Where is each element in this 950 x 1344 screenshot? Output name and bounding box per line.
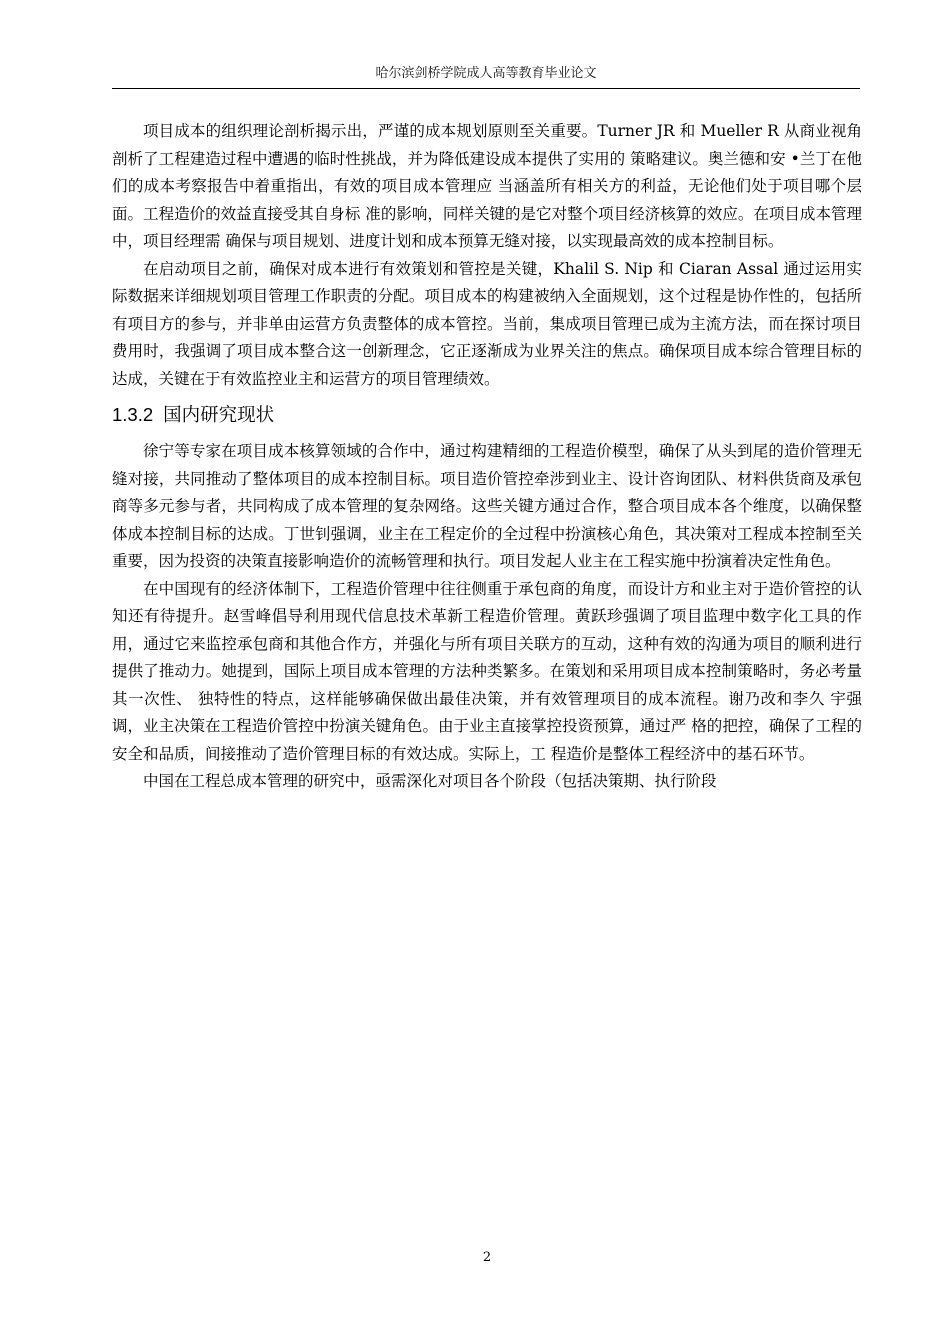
paragraph-intro-cost-theory: 项目成本的组织理论剖析揭示出，严谨的成本规划原则至关重要。Turner JR 和 Mueller R 从商业视角剖析了工程建造过程中遭遇的临时性挑战，并为降低建设成本提供了实用的 策略建议。奥兰德和安 •兰丁在他们的成本考察报告中着重指出，有效的项目成本管理应 当涵盖所有相关方的利益，无论他们处于项目哪个层面。工程造价的效益直接受其自身标 准的影响，同样关键的是它对整个项目经济核算的效应。在项目成本管理中，项目经理需 确保与项目规划、进度计划和成本预算无缝对接，以实现最高效的成本控制目标。 bbox=[112, 122, 862, 250]
section-title: 国内研究现状 bbox=[163, 405, 275, 426]
section-number: 1.3.2 bbox=[112, 404, 154, 425]
section-heading bbox=[112, 399, 862, 432]
paragraph-china-research: 中国在工程总成本管理的研究中，亟需深化对项目各个阶段（包括决策期、执行阶段 bbox=[143, 772, 717, 790]
running-header: 哈尔滨剑桥学院成人高等教育毕业论文 bbox=[375, 66, 597, 81]
header-divider bbox=[112, 88, 860, 89]
paragraph-cost-planning: 在启动项目之前，确保对成本进行有效策划和管控是关键，Khalil S. Nip 和 Ciaran Assal 通过运用实际数据来详细规划项目管理工作职责的分配。项目成本的构建被纳入全面规划，这个过程是协作性的，包括所有项目方的参与，并非单由运营方负责整体的成本管控。当前，集成项目管理已成为主流方法，而在探讨项目费用时，我强调了项目成本整合这一创新理念，它正逐渐成为业界关注的焦点。确保项目成本综合管理目标的达成，关键在于有效监控业主和运营方的项目管理绩效。 bbox=[112, 259, 862, 388]
paragraph-economic-system: 在中国现有的经济体制下，工程造价管理中往往侧重于承包商的角度，而设计方和业主对于造价管控的认知还有待提升。赵雪峰倡导利用现代信息技术革新工程造价管理。黄跃珍强调了项目监理中数字化工具的作用，通过它来监控承包商和其他合作方，并强化与所有项目关联方的互动，这种有效的沟通为项目的顺利进行提供了推动力。她提到，国际上项目成本管理的方法种类繁多。在策划和采用项目成本控制策略时，务必考量其一次性、 独特性的特点，这样能够确保做出最佳决策，并有效管理项目的成本流程。谢乃改和李久 宇强调，业主决策在工程造价管控中扮演关键角色。由于业主直接掌控投资预算，通过严 格的把控，确保了工程的安全和品质，间接推动了造价管理目标的有效达成。实际上，工 程造价是整体工程经济中的基石环节。 bbox=[112, 579, 862, 763]
document-body bbox=[112, 118, 862, 796]
paragraph-xu-ning: 徐宁等专家在项目成本核算领域的合作中，通过构建精细的工程造价模型，确保了从头到尾的造价管理无缝对接，共同推动了整体项目的成本控制目标。项目造价管控牵涉到业主、设计咨询团队、材料供货商及承包商等多元参与者，共同构成了成本管理的复杂网络。这些关键方通过合作，整合项目成本各个维度，以确保整体成本控制目标的达成。丁世钊强调，业主在工程定价的全过程中扮演核心角色，其决策对工程成本控制至关重要，因为投资的决策直接影响造价的流畅管理和执行。项目发起人业主在工程实施中扮演着决定性角色。 bbox=[112, 442, 862, 570]
page-number: 2 bbox=[482, 1250, 492, 1265]
